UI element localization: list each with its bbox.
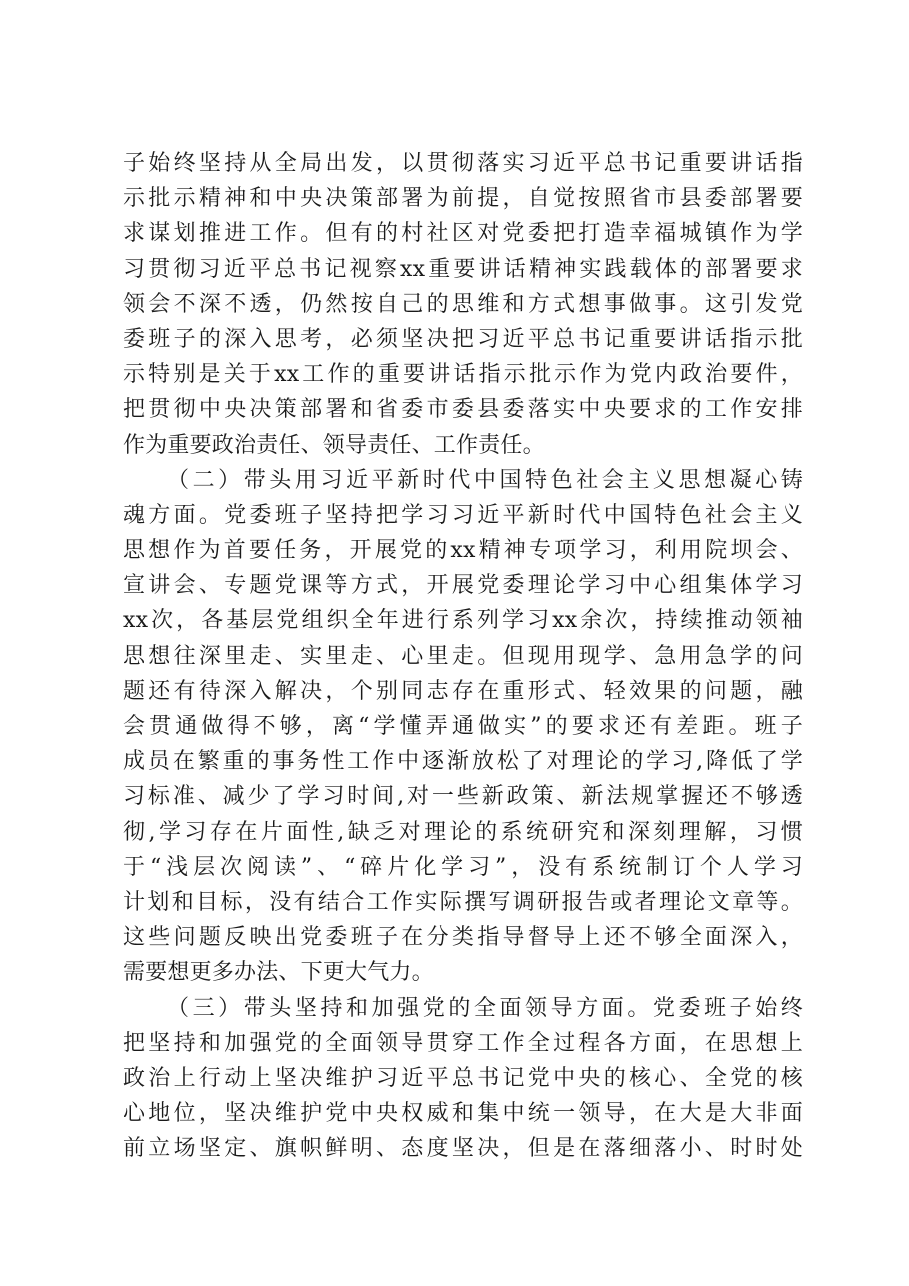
text-line: 政治上行动上坚决维护习近平总书记党中央的核心、全党的核 [123,1065,803,1091]
text-line: 计划和目标，没有结合工作实际撰写调研报告或者理论文章等。 [123,889,803,915]
text-line: 成员在繁重的事务性工作中逐渐放松了对理论的学习,降低了学 [123,749,803,775]
body-text [123,146,803,1166]
text-line: 示特别是关于xx工作的重要讲话指示批示作为党内政治要件， [123,362,803,388]
paragraph-3 [123,991,803,1167]
text-line: 委班子的深入思考，必须坚决把习近平总书记重要讲话指示批 [123,326,803,352]
text-line: 把坚持和加强党的全面领导贯穿工作全过程各方面，在思想上 [123,1030,803,1056]
text-line: 习标准、减少了学习时间,对一些新政策、新法规掌握还不够透 [123,784,803,810]
paragraph-1 [123,146,803,463]
text-line: 前立场坚定、旗帜鲜明、态度坚决，但是在落细落小、时时处 [123,1136,803,1162]
text-line: 会贯通做得不够，离“学懂弄通做实”的要求还有差距。班子 [123,714,803,739]
paragraph-2 [123,463,803,991]
text-line: 示批示精神和中央决策部署为前提，自觉按照省市县委部署要 [123,186,803,212]
text-line: （二）带头用习近平新时代中国特色社会主义思想凝心铸 [167,467,803,493]
text-line: 思想往深里走、实里走、心里走。但现用现学、急用急学的问 [123,643,803,669]
text-line: 领会不深不透，仍然按自己的思维和方式想事做事。这引发党 [123,291,803,317]
text-line: 宣讲会、专题党课等方式，开展党委理论学习中心组集体学习 [123,573,803,599]
text-line: 心地位，坚决维护党中央权威和集中统一领导，在大是大非面 [123,1101,803,1127]
text-line: 需要想更多办法、下更大气力。 [123,960,434,986]
text-line: 求谋划推进工作。但有的村社区对党委把打造幸福城镇作为学 [123,221,803,247]
text-line: 子始终坚持从全局出发，以贯彻落实习近平总书记重要讲话指 [123,151,803,176]
text-line: 题还有待深入解决，个别同志存在重形式、轻效果的问题，融 [123,678,803,704]
text-line: 把贯彻中央决策部署和省委市委县委落实中央要求的工作安排 [123,397,803,423]
text-line: 彻,学习存在片面性,缺乏对理论的系统研究和深刻理解，习惯 [123,819,803,845]
text-line: xx次，各基层党组织全年进行系列学习xx余次，持续推动领袖 [123,608,803,634]
text-line: 习贯彻习近平总书记视察xx重要讲话精神实践载体的部署要求 [123,256,803,282]
text-line: 于“浅层次阅读”、“碎片化学习”，没有系统制订个人学习 [123,854,803,880]
text-line: 作为重要政治责任、领导责任、工作责任。 [123,432,545,458]
text-line: （三）带头坚持和加强党的全面领导方面。党委班子始终 [167,995,803,1021]
text-line: 这些问题反映出党委班子在分类指导督导上还不够全面深入， [123,925,803,951]
text-line: 思想作为首要任务，开展党的xx精神专项学习，利用院坝会、 [123,538,803,564]
text-line: 魂方面。党委班子坚持把学习习近平新时代中国特色社会主义 [123,502,803,528]
